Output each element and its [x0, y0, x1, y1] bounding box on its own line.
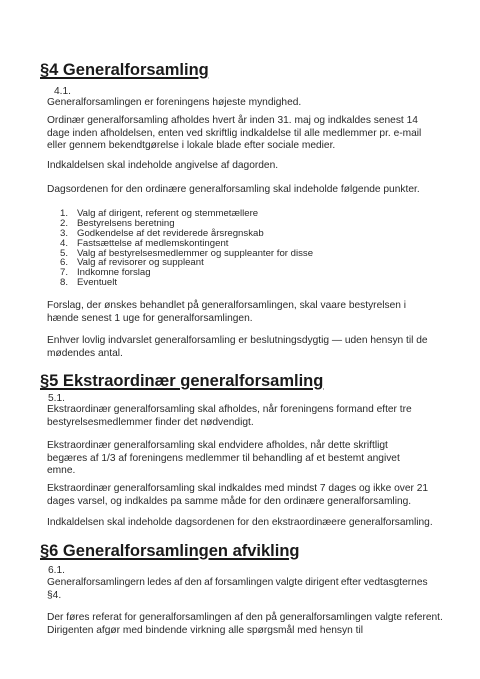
section-5-paragraph-1: Ekstraordinær generalforsamling skal afholdes, når foreningens formand efter tre bestyrelsesmedlemmer finder det nødvendigt. [47, 404, 412, 428]
section-5-number: 5.1. [48, 393, 65, 404]
section-4-paragraph-6: Enhver lovlig indvarslet generalforsamling er beslutningsdygtig — uden hensyn til de mødendes antal. [47, 335, 428, 359]
section-4-paragraph-5: Forslag, der ønskes behandlet på generalforsamlingen, skal vaare bestyrelsen i hænde senest 1 uge for generalforsamlingen. [47, 300, 407, 324]
section-5-paragraph-4: Indkaldelsen skal indeholde dagsordenen for den ekstraordinæere generalforsamling. [47, 517, 433, 528]
section-4-paragraph-2: Ordinær generalforsamling afholdes hvert år inden 31. maj og indkaldes senest 14 dage inden afholdelsen, enten ved skriftlig indkaldelse til alle medlemmer pr. e-mail eller gennem bekendtgørelse i lokale blade efter sociale medier. [47, 115, 422, 152]
agenda-item: 3. Godkendelse af det reviderede årsregnskab [60, 227, 264, 239]
section-4-number: 4.1. [54, 86, 71, 97]
agenda-list [47, 209, 313, 288]
section-6-number: 6.1. [48, 565, 65, 576]
section-6-paragraph-2: Der føres referat for generalforsamlingen af den på generalforsamlingen valgte referent. Dirigenten afgør med bindende virkning alle spørgsmål med hensyn til [47, 612, 443, 636]
agenda-item: 1. Valg af dirigent, referent og stemmetællere [60, 208, 259, 219]
section-5-paragraph-3: Ekstraordinær generalforsamling skal indkaldes med mindst 7 dages og ikke over 21 dages varsel, og indkaldes pa samme måde for den ordinære generalforsamling. [47, 483, 429, 507]
agenda-item: 7. Indkomne forslag [60, 267, 151, 279]
agenda-item: 8. Eventuelt [60, 277, 118, 289]
section-6-heading: §6 Generalforsamlingen afvikling [40, 542, 300, 560]
section-6-paragraph-1: Generalforsamlingern ledes af den af forsamlingen valgte dirigent efter vedtasgternes §4. [47, 577, 428, 601]
section-5-heading: §5 Ekstraordinær generalforsamling [40, 372, 324, 390]
agenda-item: 6. Valg af revisorer og suppleant [60, 257, 204, 269]
agenda-item: 2. Bestyrelsens beretning [60, 217, 175, 229]
agenda-item: 4. Fastsættelse af medlemskontingent [60, 237, 229, 249]
section-4-paragraph-3: Indkaldelsen skal indeholde angivelse af dagorden. [47, 160, 279, 171]
section-4-paragraph-1: Generalforsamlingen er foreningens højeste myndighed. [47, 97, 302, 108]
section-4-heading: §4 Generalforsamling [40, 61, 209, 79]
section-4-paragraph-4: Dagsordenen for den ordinære generalforsamling skal indeholde følgende punkter. [47, 184, 420, 195]
section-5-paragraph-2: Ekstraordinær generalforsamling skal endvidere afholdes, når dette skriftligt begæres af 1/3 af foreningens medlemmer til behandling af et bestemt angivet emne. [47, 440, 400, 477]
agenda-item: 5. Valg af bestyrelsesmedlemmer og suppleanter for disse [60, 247, 314, 259]
